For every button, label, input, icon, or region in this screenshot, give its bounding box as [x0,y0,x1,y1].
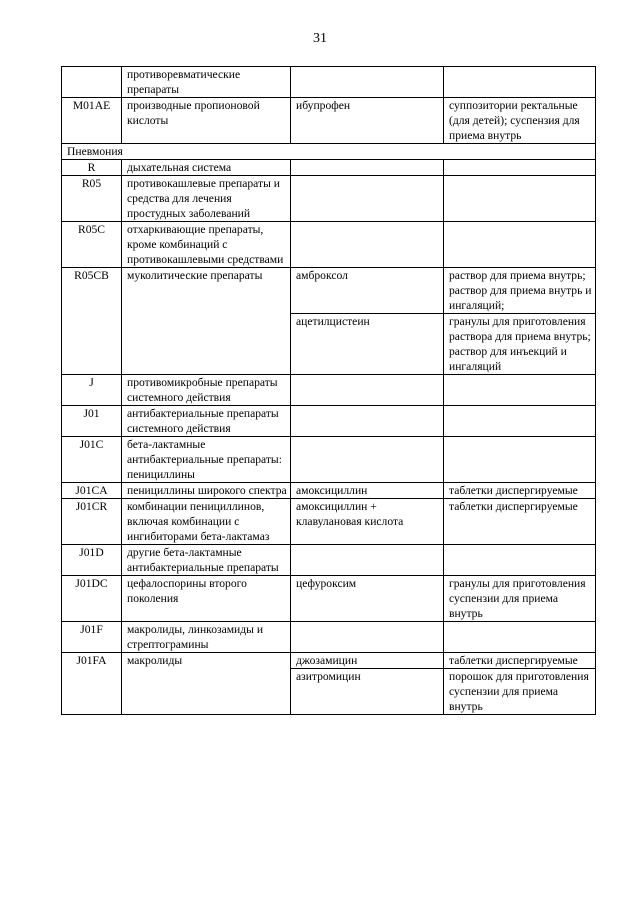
table-body-after [62,160,596,715]
drug-name-cell: цефуроксим [291,576,444,622]
atc-code-cell: R05C [62,222,122,268]
dosage-form-cell [444,67,596,98]
drug-name-cell: амброксол [291,268,444,314]
table-body-before [62,67,596,144]
table-row [62,375,596,406]
drug-name-cell [291,375,444,406]
dosage-form-cell [444,545,596,576]
atc-code-cell: J01FA [62,653,122,715]
drug-name-cell [291,222,444,268]
drug-name-cell: ибупрофен [291,98,444,144]
atc-code-cell: J01CA [62,483,122,499]
table-row [62,437,596,483]
group-name-cell: цефалоспорины второго поколения [122,576,291,622]
dosage-form-cell: таблетки диспергируемые [444,483,596,499]
dosage-form-cell: гранулы для приготовления суспензии для приема внутрь [444,576,596,622]
atc-code-cell: R05 [62,176,122,222]
atc-code-cell: J01D [62,545,122,576]
drug-name-cell [291,622,444,653]
group-name-cell: бета-лактамные антибактериальные препараты: пенициллины [122,437,291,483]
drug-table [61,66,596,715]
drug-name-cell [291,160,444,176]
atc-code-cell: J01 [62,406,122,437]
table-row [62,653,596,669]
table-row [62,176,596,222]
dosage-form-cell: порошок для приготовления суспензии для приема внутрь [444,669,596,715]
drug-name-cell [291,437,444,483]
table-row [62,406,596,437]
drug-name-cell: джозамицин [291,653,444,669]
group-name-cell: производные пропионовой кислоты [122,98,291,144]
group-name-cell: комбинации пенициллинов, включая комбинации с ингибиторами бета-лактамаз [122,499,291,545]
page-number: 31 [313,31,327,46]
group-name-cell: макролиды [122,653,291,715]
drug-name-cell [291,545,444,576]
drug-name-cell [291,406,444,437]
dosage-form-cell [444,222,596,268]
drug-name-cell: амоксициллин + клавулановая кислота [291,499,444,545]
group-name-cell: муколитические препараты [122,268,291,375]
dosage-form-cell: суппозитории ректальные (для детей); суспензия для приема внутрь [444,98,596,144]
section-label: Пневмония [62,144,596,160]
dosage-form-cell [444,375,596,406]
atc-code-cell: R [62,160,122,176]
group-name-cell: противомикробные препараты системного действия [122,375,291,406]
dosage-form-cell [444,176,596,222]
group-name-cell: макролиды, линкозамиды и стрептограмины [122,622,291,653]
table-row [62,499,596,545]
section-header-group [62,144,596,160]
group-name-cell: противоревматические препараты [122,67,291,98]
atc-code-cell: J [62,375,122,406]
table-row [62,483,596,499]
group-name-cell: дыхательная система [122,160,291,176]
table-row [62,268,596,314]
dosage-form-cell: раствор для приема внутрь; раствор для приема внутрь и ингаляций; [444,268,596,314]
table-row [62,160,596,176]
atc-code-cell [62,67,122,98]
table-row [62,545,596,576]
group-name-cell: другие бета-лактамные антибактериальные препараты [122,545,291,576]
drug-name-cell: амоксициллин [291,483,444,499]
dosage-form-cell [444,160,596,176]
atc-code-cell: J01C [62,437,122,483]
dosage-form-cell: таблетки диспергируемые [444,653,596,669]
table-row [62,622,596,653]
group-name-cell: антибактериальные препараты системного действия [122,406,291,437]
dosage-form-cell [444,437,596,483]
table-row [62,222,596,268]
table-row [62,576,596,622]
dosage-form-cell [444,406,596,437]
atc-code-cell: J01DC [62,576,122,622]
drug-name-cell: азитромицин [291,669,444,715]
table-row [62,67,596,98]
atc-code-cell: R05CB [62,268,122,375]
table-row [62,98,596,144]
dosage-form-cell [444,622,596,653]
atc-code-cell: J01CR [62,499,122,545]
atc-code-cell: J01F [62,622,122,653]
group-name-cell: пенициллины широкого спектра [122,483,291,499]
dosage-form-cell: гранулы для приготовления раствора для приема внутрь; раствор для инъекций и ингаляций [444,314,596,375]
section-row [62,144,596,160]
drug-name-cell [291,67,444,98]
drug-name-cell [291,176,444,222]
atc-code-cell: M01AE [62,98,122,144]
group-name-cell: отхаркивающие препараты, кроме комбинаций с противокашлевыми средствами [122,222,291,268]
drug-name-cell: ацетилцистеин [291,314,444,375]
dosage-form-cell: таблетки диспергируемые [444,499,596,545]
group-name-cell: противокашлевые препараты и средства для лечения простудных заболеваний [122,176,291,222]
